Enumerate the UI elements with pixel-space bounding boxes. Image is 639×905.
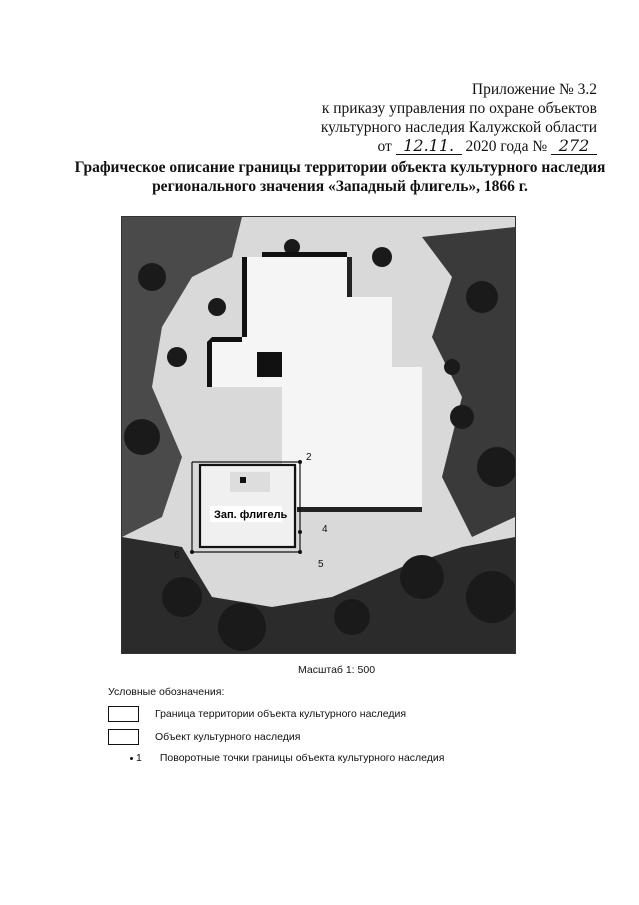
appendix-number: Приложение № 3.2 bbox=[471, 81, 597, 98]
legend-item-points bbox=[130, 752, 444, 764]
legend-boundary-label: Граница территории объекта культурного наследия bbox=[155, 708, 407, 720]
legend-item-boundary bbox=[108, 706, 406, 722]
legend-object-label: Объект культурного наследия bbox=[155, 731, 301, 743]
turning-point-4 bbox=[298, 530, 302, 534]
map-scale: Масштаб 1: 500 bbox=[298, 664, 376, 676]
turning-point-2 bbox=[298, 460, 302, 464]
object-symbol bbox=[108, 729, 139, 745]
turning-point-6 bbox=[190, 550, 194, 554]
title-line-1: Графическое описание границы территории объекта культурного наследия bbox=[74, 159, 606, 176]
legend-points-label: Поворотные точки границы объекта культурного наследия bbox=[159, 752, 445, 764]
boundary-symbol bbox=[108, 706, 139, 722]
legend-item-object bbox=[108, 729, 300, 745]
year-text: 2020 года № bbox=[465, 138, 548, 155]
order-date-row bbox=[277, 137, 597, 156]
appendix-header bbox=[277, 80, 597, 156]
aerial-map bbox=[121, 216, 516, 654]
title-line-2: регионального значения «Западный флигель», 1866 г. bbox=[152, 178, 528, 195]
turning-point-5 bbox=[298, 550, 302, 554]
point-symbol-dot bbox=[130, 757, 133, 760]
handwritten-date: 12.11. bbox=[396, 138, 462, 155]
point-symbol-number: 1 bbox=[136, 752, 142, 764]
aerial-map-image bbox=[122, 217, 515, 653]
point-label-6: 6 bbox=[174, 550, 180, 561]
legend-title: Условные обозначения: bbox=[108, 686, 225, 698]
point-label-5: 5 bbox=[318, 559, 324, 570]
order-reference-line-1: к приказу управления по охране объектов bbox=[321, 100, 597, 117]
handwritten-order-number: 272 bbox=[551, 138, 597, 155]
object-map-label: Зап. флигель bbox=[214, 509, 288, 521]
point-label-2: 2 bbox=[306, 452, 312, 463]
order-reference-line-2: культурного наследия Калужской области bbox=[320, 119, 597, 136]
date-prefix: от bbox=[377, 138, 392, 155]
point-label-4: 4 bbox=[322, 524, 328, 535]
document-title bbox=[40, 158, 639, 196]
